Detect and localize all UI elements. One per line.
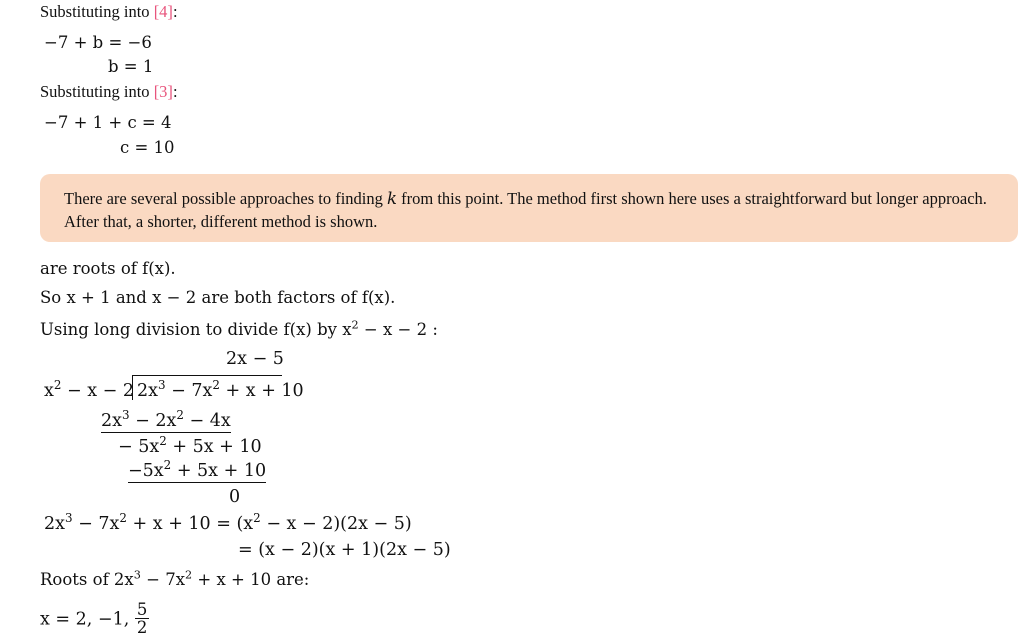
callout-box — [40, 174, 1018, 242]
substituting-into-3-label: Substituting into — [40, 82, 154, 101]
division-bracket-overbar — [132, 375, 282, 376]
factorised-equation-2: = (x − 2)(x + 1)(2x − 5) — [238, 540, 451, 560]
long-division-divisor: $x^2 - x - 2$ — [44, 378, 135, 401]
substituting-into-4-colon: : — [172, 2, 178, 21]
long-division-step-3-expr: $-5x^2 + 5x + 10$ — [128, 458, 267, 481]
long-division-step-1 — [101, 408, 231, 433]
substituting-into-4-line — [40, 2, 178, 22]
substituting-into-3-colon: : — [172, 82, 178, 101]
callout-text-part1: There are several possible approaches to finding — [64, 189, 387, 208]
substituting-into-3-line — [40, 82, 178, 102]
callout-text — [64, 187, 994, 234]
substituting-into-4-label: Substituting into — [40, 2, 154, 21]
long-division-quotient: 2x − 5 — [226, 349, 284, 369]
final-roots-prefix: x = 2, −1, — [40, 609, 135, 630]
fraction-numerator: 5 — [136, 600, 148, 619]
callout-variable-k: k — [387, 189, 397, 208]
long-division-intro: Using long division to divide f(x) by $x^2 - x - 2$ : — [40, 318, 438, 339]
callout-text-part2: from this point. The method first shown here uses a straightforward but longer approach. After that, a shorter, different method is shown. — [64, 189, 987, 232]
factorised-equation-1: $2x^3 - 7x^2 + x + 10 = (x^2 - x - 2)(2x - 5)$ — [44, 511, 412, 534]
long-division-dividend: $2x^3 - 7x^2 + x + 10$ — [137, 378, 304, 401]
fraction-denominator: 2 — [136, 618, 148, 638]
equation-b-equals-1: b = 1 — [108, 57, 154, 76]
division-bracket-vertical — [132, 375, 133, 400]
equation-minus7-plus-1-plus-c: −7 + 1 + c = 4 — [44, 113, 172, 132]
final-roots — [40, 601, 149, 637]
long-division-remainder: 0 — [229, 487, 241, 507]
roots-of-cubic-label: Roots of $2x^3 - 7x^2 + x + 10$ are: — [40, 568, 310, 589]
long-division-step-1-expr: $2x^3 - 2x^2 - 4x$ — [101, 408, 231, 431]
roots-statement: are roots of f(x). — [40, 259, 176, 278]
factors-statement: So x + 1 and x − 2 are both factors of f(x). — [40, 288, 396, 307]
final-root-fraction — [135, 601, 150, 637]
equation-minus7-plus-b: −7 + b = −6 — [44, 33, 152, 52]
equation-reference-3: [3] — [153, 82, 173, 101]
long-division-step-2: − $5x^2 + 5x + 10$ — [118, 434, 262, 457]
equation-reference-4: [4] — [153, 2, 173, 21]
equation-c-equals-10: c = 10 — [120, 138, 175, 157]
long-division-step-3 — [128, 458, 267, 483]
